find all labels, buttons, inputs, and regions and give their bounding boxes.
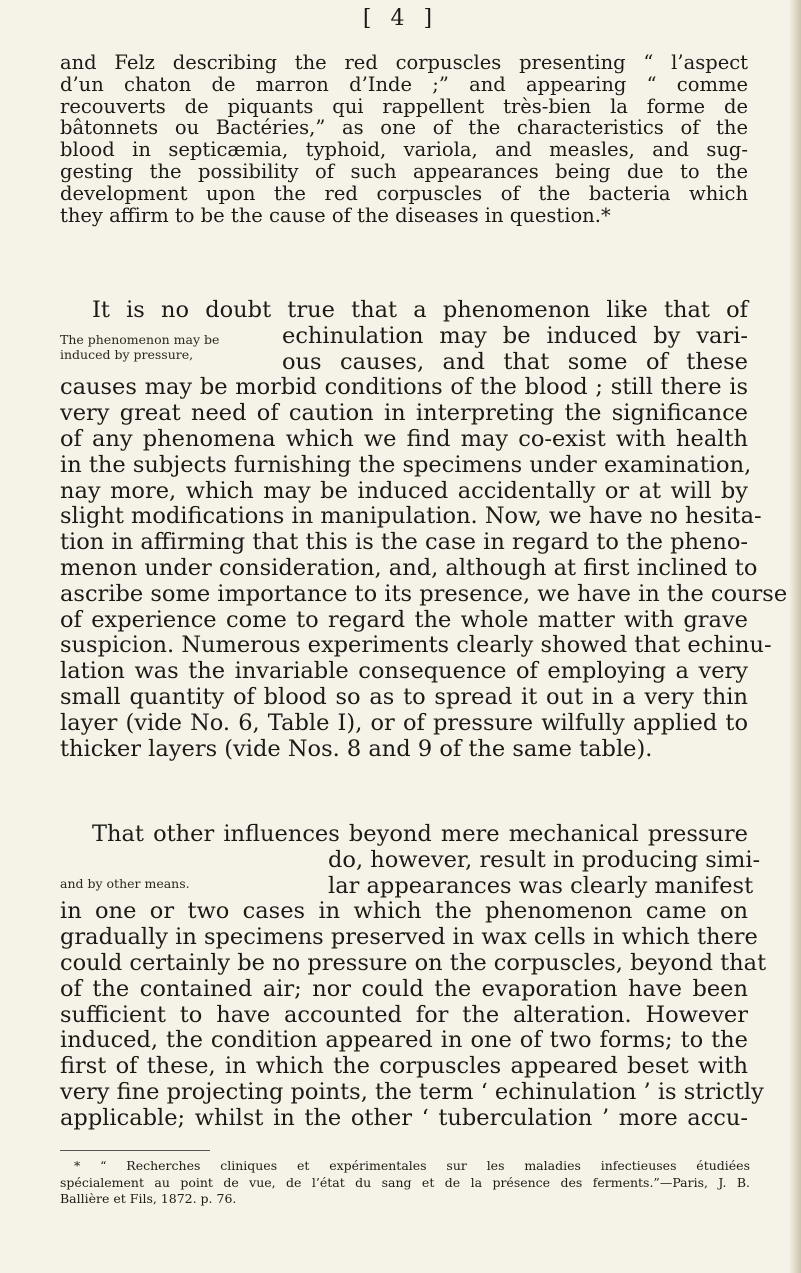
text-line: they affirm to be the cause of the diseases in question.* <box>60 203 611 227</box>
paragraph-1 <box>60 52 748 226</box>
text-line: of any phenomena which we find may co-exist with health <box>60 425 748 452</box>
text-line: and Felz describing the red corpuscles presenting “ l’aspect <box>60 51 748 74</box>
text-line: ascribe some importance to its presence, we have in the course <box>60 580 788 607</box>
footnote-line: Ballière et Fils, 1872. p. 76. <box>60 1191 237 1206</box>
text-line: nay more, which may be induced accidentally or at will by <box>60 477 748 504</box>
text-line: small quantity of blood so as to spread it out in a very thin <box>60 683 748 710</box>
text-line: of experience come to regard the whole matter with grave <box>60 606 748 633</box>
text-line: applicable; whilst in the other ‘ tuberculation ’ more accu- <box>60 1104 748 1131</box>
margin-note-line: The phenomenon may be <box>60 332 220 347</box>
text-line: in one or two cases in which the phenomenon came on <box>60 898 748 925</box>
text-line: It is no doubt true that a phenomenon like that of <box>92 297 748 323</box>
text-line: lation was the invariable consequence of employing a very <box>60 658 748 685</box>
footnote <box>60 1158 750 1208</box>
text-line: That other influences beyond mere mechanical pressure <box>92 821 748 847</box>
text-line: layer (vide No. 6, Table I), or of pressure wilfully applied to <box>60 709 748 736</box>
text-line: could certainly be no pressure on the corpuscles, beyond that <box>60 949 767 976</box>
text-line: development upon the red corpuscles of the bacteria which <box>60 181 748 205</box>
page-edge-shadow <box>789 0 801 1273</box>
page-number: [ 4 ] <box>362 6 439 31</box>
text-line: do, however, result in producing simi- <box>328 846 761 873</box>
footnote-line: * “ Recherches cliniques et expérimentales sur les maladies infectieuses étudiées <box>74 1158 750 1173</box>
text-line: tion in affirming that this is the case in regard to the pheno- <box>60 529 748 556</box>
text-line: induced, the condition appeared in one of two forms; to the <box>60 1027 748 1054</box>
text-line: gesting the possibility of such appearances being due to the <box>60 159 748 183</box>
text-line: of the contained air; nor could the evaporation have been <box>60 975 748 1002</box>
text-line: causes may be morbid conditions of the blood ; still there is <box>60 374 748 401</box>
text-line: first of these, in which the corpuscles appeared beset with <box>60 1053 748 1080</box>
text-line: suspicion. Numerous experiments clearly showed that echinu- <box>60 632 772 659</box>
margin-note-line: and by other means. <box>60 876 190 891</box>
margin-note-line: induced by pressure, <box>60 347 194 362</box>
text-line: thicker layers (vide Nos. 8 and 9 of the same table). <box>60 735 653 762</box>
text-line: blood in septicæmia, typhoid, variola, and measles, and sug- <box>60 138 748 162</box>
footnote-rule <box>60 1150 210 1151</box>
footnote-line: spécialement au point de vue, de l’état du sang et de la présence des ferments.”—Paris, J. B. <box>60 1174 750 1190</box>
paragraph-3 <box>60 821 767 1132</box>
text-line: recouverts de piquants qui rappellent très-bien la forme de <box>60 94 748 118</box>
text-line: slight modifications in manipulation. Now, we have no hesita- <box>60 503 762 530</box>
text-line: menon under consideration, and, although at first inclined to <box>60 554 758 581</box>
text-line: d’un chaton de marron d’Inde ;” and appearing “ comme <box>60 72 748 96</box>
text-line: gradually in specimens preserved in wax cells in which there <box>60 924 758 951</box>
text-line: bâtonnets ou Bactéries,” as one of the characteristics of the <box>60 116 748 140</box>
paragraph-2 <box>60 297 788 762</box>
text-line: very fine projecting points, the term ‘ echinulation ’ is strictly <box>60 1078 764 1105</box>
text-line: lar appearances was clearly manifest <box>328 872 754 899</box>
text-line: very great need of caution in interpreting the significance <box>60 400 748 427</box>
text-line: echinulation may be induced by vari- <box>282 322 748 349</box>
text-line: sufficient to have accounted for the alteration. However <box>60 1001 748 1028</box>
text-line: in the subjects furnishing the specimens under examination, <box>60 451 752 478</box>
text-line: ous causes, and that some of these <box>282 348 748 375</box>
